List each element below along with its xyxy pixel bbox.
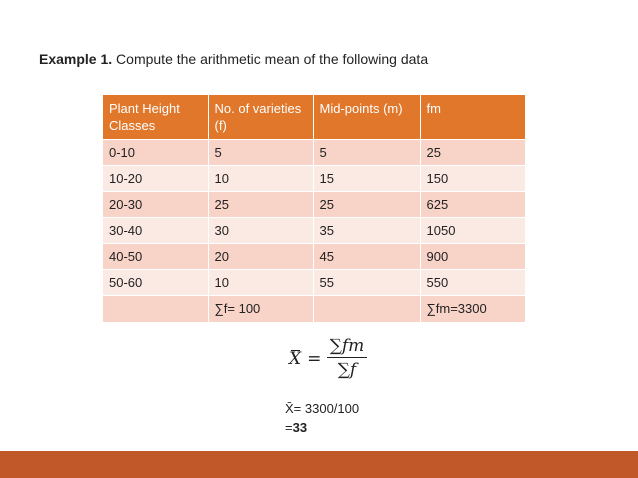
sum-fm-cell: ∑fm=3300: [420, 296, 525, 322]
table-row: [103, 244, 525, 270]
result-equals: =: [285, 420, 293, 435]
table-cell: 20-30: [103, 192, 208, 218]
example-title: [39, 51, 428, 67]
table-cell: 20: [208, 244, 313, 270]
table-cell: 1050: [420, 218, 525, 244]
table-cell: 25: [208, 192, 313, 218]
formula-fraction: [327, 336, 367, 380]
table-cell: 45: [313, 244, 420, 270]
table-cell: [313, 296, 420, 322]
result-line-1: X̄= 3300/100: [285, 401, 360, 416]
table-cell: 150: [420, 166, 525, 192]
table-cell: 5: [313, 140, 420, 166]
header-fm: fm: [420, 95, 525, 140]
table-cell: [103, 296, 208, 322]
example-label: Example 1.: [39, 51, 113, 67]
table-header-row: [103, 95, 525, 140]
table-cell: 25: [313, 192, 420, 218]
table-cell: 10: [208, 166, 313, 192]
table-cell: 35: [313, 218, 420, 244]
table-cell: 0-10: [103, 140, 208, 166]
table-cell: 10-20: [103, 166, 208, 192]
table-total-row: [103, 296, 525, 322]
formula-equals: =: [307, 349, 322, 369]
table-row: [103, 218, 525, 244]
data-table: [103, 95, 526, 322]
fraction-bar: [327, 357, 367, 358]
result-line-2: [285, 418, 359, 437]
table-cell: 30-40: [103, 218, 208, 244]
table-row: [103, 192, 525, 218]
footer-bar: [0, 451, 638, 478]
table-cell: 15: [313, 166, 420, 192]
sum-f-cell: ∑f= 100: [208, 296, 313, 322]
header-plant-height: Plant Height Classes: [103, 95, 208, 140]
result-value: 33: [292, 420, 308, 435]
formula-xbar: X: [289, 349, 302, 369]
table-row: [103, 270, 525, 296]
table-row: [103, 140, 525, 166]
table-cell: 10: [208, 270, 313, 296]
table-row: [103, 166, 525, 192]
formula-lhs: [289, 349, 321, 369]
table-cell: 25: [420, 140, 525, 166]
table-cell: 30: [208, 218, 313, 244]
table-cell: 625: [420, 192, 525, 218]
header-midpoints: Mid-points (m): [313, 95, 420, 140]
table-cell: 5: [208, 140, 313, 166]
formula-denominator: ∑f: [337, 360, 357, 380]
example-text: Compute the arithmetic mean of the following data: [112, 51, 429, 67]
formula-numerator: ∑fm: [329, 336, 365, 356]
table-cell: 900: [420, 244, 525, 270]
table-cell: 40-50: [103, 244, 208, 270]
table-cell: 55: [313, 270, 420, 296]
table-cell: 50-60: [103, 270, 208, 296]
result-block: [285, 399, 359, 437]
table-cell: 550: [420, 270, 525, 296]
header-varieties: No. of varieties (f): [208, 95, 313, 140]
